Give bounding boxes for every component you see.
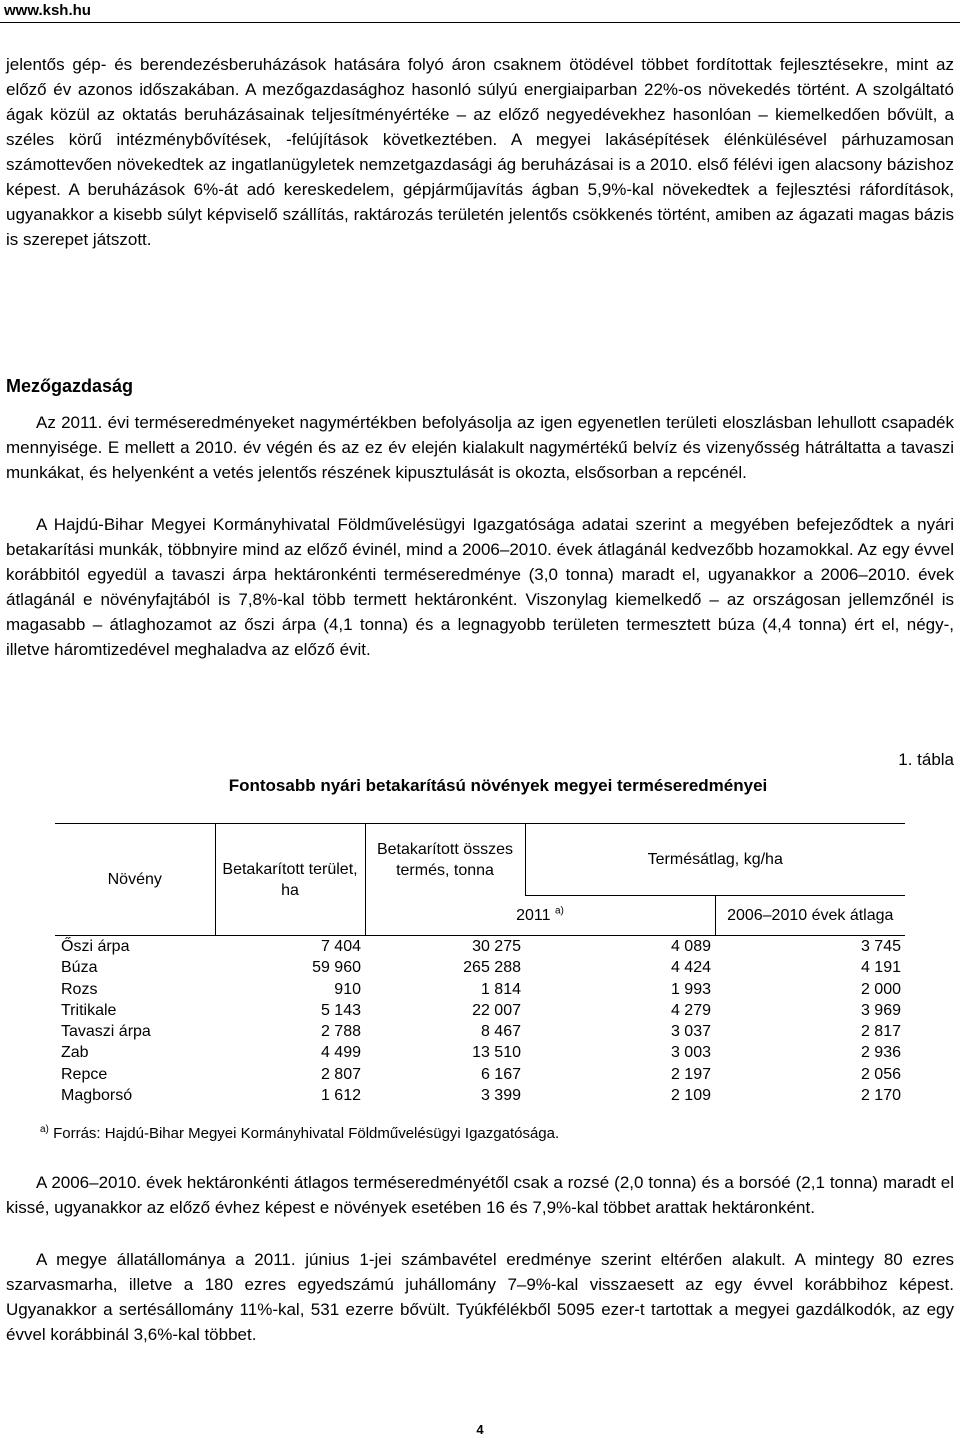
header-divider [0, 22, 960, 23]
page-number: 4 [476, 1422, 484, 1437]
cell-total: 8 467 [480, 1023, 521, 1041]
header-plant: Növény [55, 824, 215, 936]
cell-total: 1 814 [480, 980, 521, 998]
header-yield: Termésátlag, kg/ha [525, 824, 905, 896]
footnote-marker: a) [554, 905, 564, 917]
table-title: Fontosabb nyári betakarítású növények megyei terméseredményei [228, 776, 768, 795]
table-row [55, 957, 905, 978]
cell-area: 2 807 [320, 1065, 361, 1083]
agri-paragraph-1: Az 2011. évi terméseredményeket nagymértékben befolyásolja az igen egyenetlen területi eloszlásban lehullott csapadék mennyisége. E mellett a 2010. év végén és az ez év elején kialakult nagymértékű belvíz és vizenyősség hátráltatta a tavaszi munkákat, és helyenként a vetés jelentős részének kipusztulását is okozta, elsősorban a repcénél. [6, 413, 954, 482]
table-row [55, 1042, 905, 1063]
table-row [55, 979, 905, 1000]
cell-yield-2011: 1 993 [670, 980, 711, 998]
table-footnote [40, 1125, 559, 1142]
cell-yield-2011: 4 279 [670, 1001, 711, 1019]
cell-yield-avg: 3 745 [860, 938, 901, 955]
table-row [55, 1085, 905, 1106]
table-label: 1. tábla [898, 750, 954, 769]
footnote-text: Forrás: Hajdú-Bihar Megyei Kormányhivatal Földművelésügyi Igazgatósága. [53, 1125, 560, 1142]
agri-paragraph-2: A Hajdú-Bihar Megyei Kormányhivatal Földművelésügyi Igazgatósága adatai szerint a megyében befejeződtek a nyári betakarítási munkák, többnyire mind az előző évinél, mind a 2006–2010. évek átlagánál kedvezőbb hozamokkal. Az egy évvel korábbitól egyedül a tavaszi árpa hektáronkénti terméseredménye (3,0 tonna) maradt el, ugyanakkor a 2006–2010. évek átlagánál e növényfajtából is 7,8%-kal több termett hektáronként. Viszonylag kiemelkedő – az országosan jellemzőnél is magasabb – átlaghozamot az őszi árpa (4,1 tonna) és a legnagyobb területen termesztett búza (4,4 tonna) ért el, négy-, illetve háromtizedével meghaladva az előző évit. [6, 515, 954, 659]
cell-yield-2011: 2 109 [670, 1087, 711, 1105]
footnote-mark: a) [40, 1124, 49, 1135]
cell-yield-2011: 4 089 [670, 938, 711, 955]
cell-total: 6 167 [480, 1065, 521, 1083]
cell-yield-2011: 2 197 [670, 1065, 711, 1083]
cell-area: 59 960 [312, 959, 361, 977]
cell-total: 13 510 [472, 1044, 521, 1062]
cell-area: 2 788 [320, 1023, 361, 1041]
cell-area: 7 404 [320, 938, 361, 955]
yield-table [55, 823, 905, 1106]
header-year-2011 [365, 896, 715, 936]
cell-area: 5 143 [320, 1001, 361, 1019]
cell-yield-2011: 4 424 [670, 959, 711, 977]
cell-total: 3 399 [480, 1087, 521, 1105]
header-area: Betakarított terület, ha [215, 824, 365, 936]
cell-total: 265 288 [463, 959, 521, 977]
cell-area: 4 499 [320, 1044, 361, 1062]
cell-yield-avg: 2 817 [860, 1023, 901, 1041]
header-avg: 2006–2010 évek átlaga [715, 896, 905, 936]
cell-yield-avg: 2 936 [860, 1044, 901, 1062]
cell-yield-avg: 3 969 [860, 1001, 901, 1019]
cell-plant-name: Tavaszi árpa [61, 1023, 151, 1041]
cell-plant-name: Repce [61, 1065, 108, 1083]
section-title: Mezőgazdaság [6, 376, 134, 396]
table-row [55, 1021, 905, 1042]
site-url: www.ksh.hu [4, 2, 91, 19]
cell-area: 1 612 [320, 1087, 361, 1105]
cell-yield-avg: 2 170 [860, 1087, 901, 1105]
cell-plant-name: Magborsó [61, 1087, 133, 1105]
cell-yield-avg: 2 056 [860, 1065, 901, 1083]
table-row [55, 936, 905, 958]
cell-yield-avg: 4 191 [860, 959, 901, 977]
cell-plant-name: Zab [61, 1044, 89, 1062]
header-year: 2011 [516, 907, 551, 924]
cell-plant-name: Tritikale [61, 1001, 117, 1019]
table-body [55, 936, 905, 1107]
cell-total: 22 007 [472, 1001, 521, 1019]
cell-yield-2011: 3 003 [670, 1044, 711, 1062]
cell-plant-name: Búza [61, 959, 98, 977]
header-total: Betakarított összes termés, tonna [365, 824, 525, 896]
intro-paragraph: jelentős gép- és berendezésberuházások hatására folyó áron csaknem ötödével többet fordítottak fejlesztésekre, mint az előző év azonos időszakában. A mezőgazdasághoz hasonló súlyú energiaiparban 22%-os növekedés történt. A szolgáltató ágak közül az oktatás beruházásainak teljesítményértéke – az előző negyedévekhez hasonlóan – kiemelkedően bővült, a széles körű intézménybővítések, -felújítások következtében. A megyei lakásépítések élénkülésével párhuzamosan számottevően növekedtek az ingatlanügyletek nemzetgazdasági ág beruházásai is a 2010. első félévi igen alacsony bázishoz képest. A beruházások 6%-át adó kereskedelem, gépjárműjavítás ágban 5,9%-kal növekedtek a fejlesztési ráfordítások, ugyanakkor a kisebb súlyt képviselő szállítás, raktározás területén jelentős csökkenés történt, amiben az ágazati magas bázis is szerepet játszott. [6, 55, 954, 249]
cell-plant-name: Őszi árpa [61, 938, 130, 955]
after-table-paragraph-1: A 2006–2010. évek hektáronkénti átlagos terméseredményétől csak a rozsé (2,0 tonna) és a borsóé (2,1 tonna) maradt el kissé, ugyanakkor az előző évhez képest e növények esetében 16 és 7,9%-kal többet arattak hektáronként. [6, 1173, 954, 1217]
table-row [55, 1000, 905, 1021]
cell-total: 30 275 [472, 938, 521, 955]
cell-yield-2011: 3 037 [670, 1023, 711, 1041]
cell-plant-name: Rozs [61, 980, 98, 998]
cell-area: 910 [334, 980, 361, 998]
cell-yield-avg: 2 000 [860, 980, 901, 998]
table-row [55, 1064, 905, 1085]
after-table-paragraph-2: A megye állatállománya a 2011. június 1-jei számbavétel eredménye szerint eltérően alakult. A mintegy 80 ezres szarvasmarha, illetve a 180 ezres egyedszámú juhállomány 7–9%-kal visszaesett az egy évvel korábbihoz képest. Ugyanakkor a sertésállomány 11%-kal, 531 ezerre bővült. Tyúkfélékből 5095 ezer-t tartottak a megyei gazdálkodók, az egy évvel korábbinál 3,6%-kal többet. [6, 1250, 954, 1344]
